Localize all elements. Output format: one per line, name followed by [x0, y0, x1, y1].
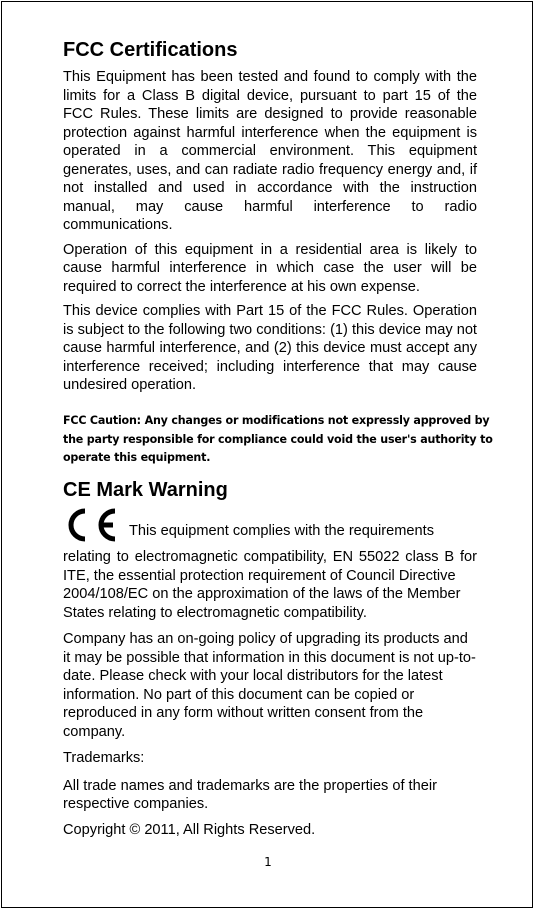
- fcc-paragraph-1: This Equipment has been tested and found to comply with the limits for a Class B digital device, pursuant to part 15 of the FCC Rules. These limits are designed to provide reasonable protection against harmful interference when the equipment is operated in a commercial environment. This equipment generates, uses, and can radiate radio frequency energy and, if not installed and used in accordance with the instruction manual, may cause harmful interference to radio communications.: [63, 69, 477, 233]
- trademarks-text: All trade names and trademarks are the properties of their respective companies.: [63, 777, 437, 812]
- ce-section: [63, 478, 477, 839]
- ce-title: CE Mark Warning: [63, 479, 228, 501]
- document-body: [63, 38, 477, 395]
- ce-paragraph-1: relating to electromagnetic compatibility, EN 55022 class B for ITE, the essential protection requirement of Council Directive: [63, 549, 477, 584]
- ce-paragraph-2: 2004/108/EC on the approximation of the laws of the Member States relating to electromagnetic compatibility.: [63, 586, 461, 621]
- ce-mark-logo: [63, 508, 119, 542]
- copyright: Copyright © 2011, All Rights Reserved.: [63, 821, 316, 838]
- ce-line-1: This equipment complies with the requirements: [129, 522, 434, 539]
- fcc-paragraph-2: Operation of this equipment in a residential area is likely to cause harmful interference in which case the user will be required to correct the interference at his own expense.: [63, 241, 477, 295]
- trademarks-label: Trademarks:: [63, 750, 145, 766]
- fcc-caution: FCC Caution: Any changes or modifications not expressly approved by the party responsible for compliance could void the user's authority to operate this equipment.: [63, 414, 493, 464]
- company-policy: Company has an on-going policy of upgrading its products and it may be possible that information in this document is not up-to-date. Please check with your local distributors for the latest information. No part of this document can be copied or reproduced in any form without written consent from the company.: [63, 631, 476, 740]
- fcc-title: FCC Certifications: [63, 39, 238, 61]
- ce-row: [63, 502, 477, 542]
- fcc-paragraph-3: This device complies with Part 15 of the FCC Rules. Operation is subject to the following two conditions: (1) this device may not cause harmful interference, and (2) this device must accept any interference received; including interference that may cause undesired operation.: [63, 303, 477, 393]
- page-number: 1: [264, 855, 272, 869]
